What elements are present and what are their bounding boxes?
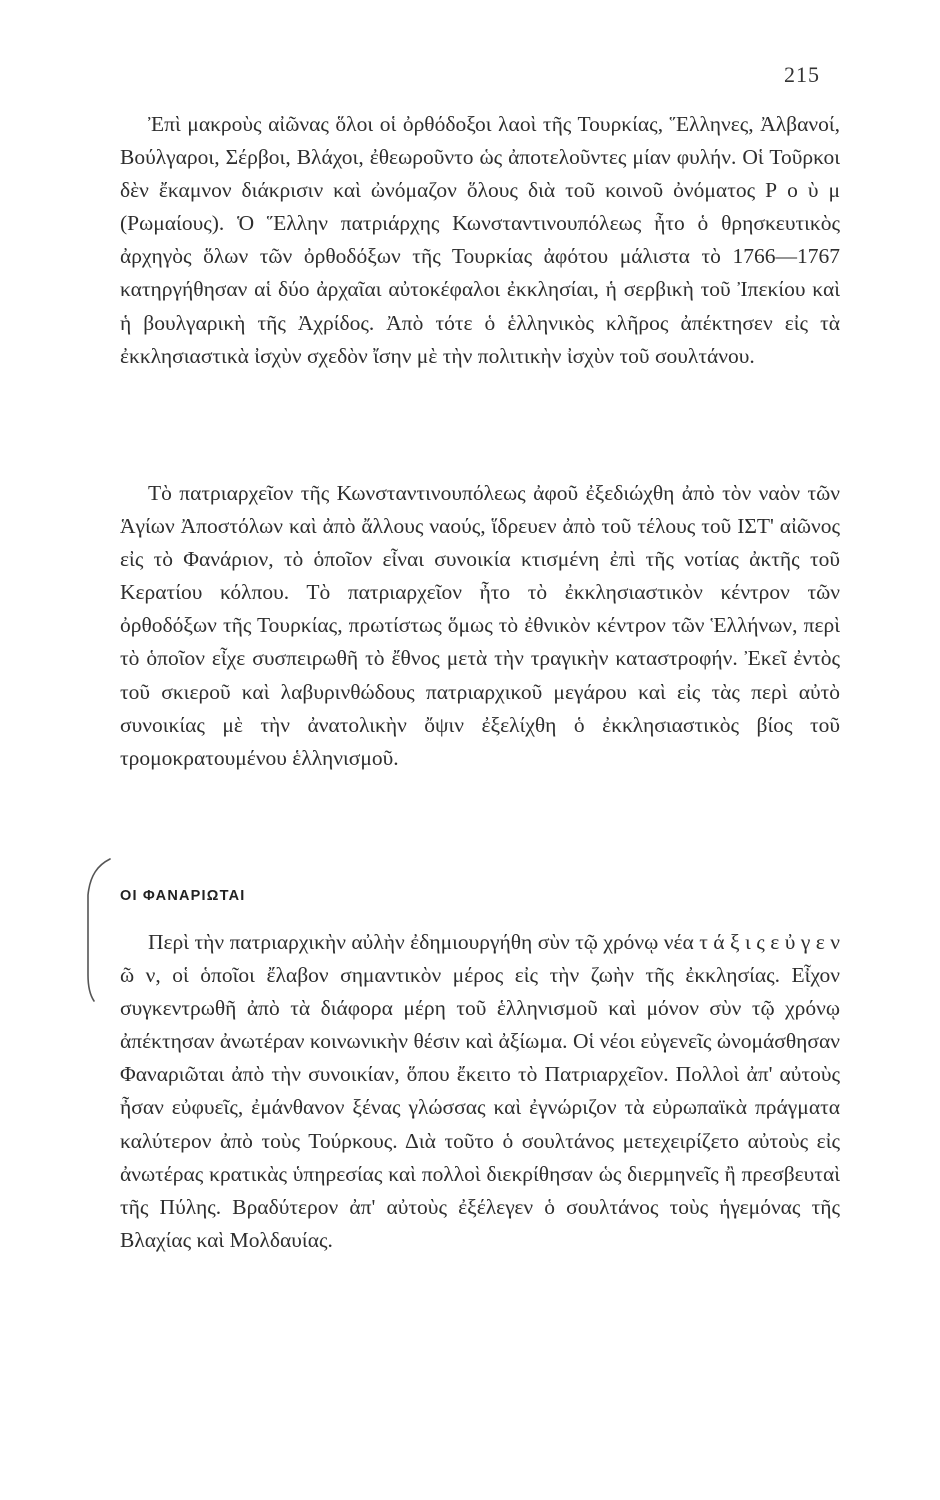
paragraph-patriarchate: Τὸ πατριαρχεῖον τῆς Κωνσταντινουπόλεως ἀφοῦ ἐξεδιώχθη ἀπὸ τὸν ναὸν τῶν Ἁγίων Ἀποστόλων καὶ ἀπὸ ἄλλους ναούς, ἵδρευεν ἀπὸ τοῦ τέλους τοῦ ΙΣΤ' αἰῶνος εἰς τὸ Φανάριον, τὸ ὁποῖον εἶναι συνοικία κτισμένη ἐπὶ τῆς νοτίας ἀκτῆς τοῦ Κερατίου κόλπου. Τὸ πατριαρχεῖον ἦτο τὸ ἐκκλησιαστικὸν κέντρον τῶν ὀρθοδόξων τῆς Τουρκίας, πρωτίστως ὅμως τὸ ἐθνικὸν κέντρον τῶν Ἑλλήνων, περὶ τὸ ὁποῖον εἶχε συσπειρωθῆ τὸ ἔθνος μετὰ τὴν τραγικὴν καταστροφήν. Ἐκεῖ ἐντὸς τοῦ σκιεροῦ καὶ λαβυρινθώδους πατριαρχικοῦ μεγάρου καὶ εἰς τὰς περὶ αὐτὸ συνοικίας μὲ τὴν ἀνατολικὴν ὄψιν ἐξελίχθη ὁ ἐκκλησιαστικὸς βίος τοῦ τρομοκρατουμένου ἑλληνισμοῦ. [120,481,840,770]
section-heading: ΟΙ ΦΑΝΑΡΙΩΤΑΙ [120,888,246,904]
paragraph-orthodox-peoples: Ἐπὶ μακροὺς αἰῶνας ὅλοι οἱ ὀρθόδοξοι λαοὶ τῆς Τουρκίας, Ἕλληνες, Ἀλβανοί, Βούλγαροι, Σέρβοι, Βλάχοι, ἐθεωροῦντο ὡς ἀποτελοῦντες μίαν φυλήν. Οἱ Τοῦρκοι δὲν ἔκαμνον διάκρισιν καὶ ὠνόμαζον ὅλους διὰ τοῦ κοινοῦ ὀνόματος Ρ ο ὺ μ (Ρωμαίους). Ὁ Ἕλλην πατριάρχης Κωνσταντινουπόλεως ἦτο ὁ θρησκευτικὸς ἀρχηγὸς ὅλων τῶν ὀρθοδόξων τῆς Τουρκίας ἀφότου μάλιστα τὸ 1766—1767 κατηργήθησαν αἱ δύο ἀρχαῖαι αὐτοκέφαλοι ἐκκλησίαι, ἡ σερβικὴ τοῦ Ἰπεκίου καὶ ἡ βουλγαρικὴ τῆς Ἀχρίδος. Ἀπὸ τότε ὁ ἑλληνικὸς κλῆρος ἀπέκτησεν εἰς τὰ ἐκκλησιαστικὰ ἰσχὺν σχεδὸν ἴσην μὲ τὴν πολιτικὴν ἰσχὺν τοῦ σουλτάνου. [120,112,840,368]
pencil-margin-mark [76,855,116,1005]
paragraph-phanariots: Περὶ τὴν πατριαρχικὴν αὐλὴν ἐδημιουργήθη σὺν τῷ χρόνῳ νέα τ ά ξ ι ς ε ὐ γ ε ν ῶ ν, οἱ ὁποῖοι ἔλαβον σημαντικὸν μέρος εἰς τὴν ζωὴν τῆς ἐκκλησίας. Εἶχον συγκεντρωθῆ ἀπὸ τὰ διάφορα μέρη τοῦ ἑλληνισμοῦ καὶ μόνον σὺν τῷ χρόνῳ ἀπέκτησαν ἀνωτέραν κοινωνικὴν θέσιν καὶ ἀξίωμα. Οἱ νέοι εὐγενεῖς ὠνομάσθησαν Φαναριῶται ἀπὸ τὴν συνοικίαν, ὅπου ἔκειτο τὸ Πατριαρχεῖον. Πολλοὶ ἀπ' αὐτοὺς ἦσαν εὐφυεῖς, ἐμάνθανον ξένας γλώσσας καὶ ἐγνώριζον τὰ εὐρωπαϊκὰ πράγματα καλύτερον ἀπὸ τοὺς Τούρκους. Διὰ τοῦτο ὁ σουλτάνος μετεχειρίζετο αὐτοὺς εἰς ἀνωτέρας κρατικὰς ὑπηρεσίας καὶ πολλοὶ διεκρίθησαν ὡς διερμηνεῖς ἢ πρεσβευταὶ τῆς Πύλης. Βραδύτερον ἀπ' αὐτοὺς ἐξέλεγεν ὁ σουλτάνος τοὺς ἡγεμόνας τῆς Βλαχίας καὶ Μολδαυίας. [120,930,840,1252]
page-number: 215 [784,62,820,87]
